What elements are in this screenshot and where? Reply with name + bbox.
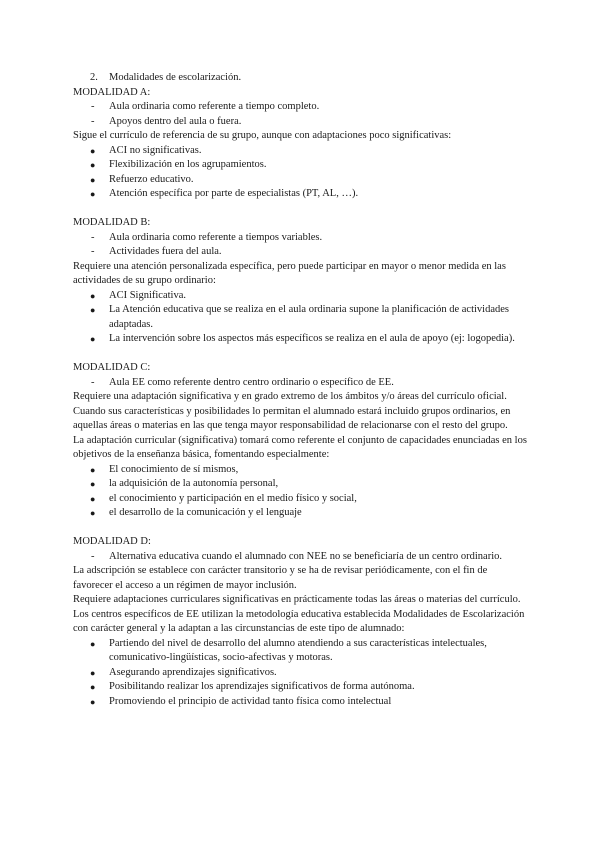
modalidad-c-paragraph-2: La adaptación curricular (significativa) tomará como referente el conjunto de capacidades enunciadas en los objetivos de la enseñanza básica, fomentando especialmente: [73, 434, 527, 460]
modalidad-a-heading: MODALIDAD A: [73, 86, 151, 98]
bullet-icon: ● [90, 667, 96, 678]
list-item-text: La Atención educativa que se realiza en el aula ordinaria supone la planificación de actividades adaptadas. [109, 304, 509, 330]
dash-marker: - [91, 376, 95, 388]
list-item-text: Apoyos dentro del aula o fuera. [109, 115, 242, 127]
modalidad-d-heading: MODALIDAD D: [73, 536, 151, 547]
dash-marker: - [91, 550, 95, 562]
list-item [73, 550, 528, 565]
bullet-icon: ● [90, 305, 96, 315]
list-item [73, 289, 528, 304]
list-item-text: Aula ordinaria como referente a tiempo completo. [109, 101, 320, 112]
bullet-icon: ● [90, 334, 96, 344]
list-item-text: el desarrollo de la comunicación y el lenguaje [109, 507, 302, 518]
dash-marker: - [91, 115, 95, 127]
list-item [73, 231, 528, 246]
list-item-text: El conocimiento de sí mismos, [109, 463, 239, 475]
bullet-icon: ● [90, 493, 96, 504]
list-item-text: ACI Significativa. [109, 289, 186, 301]
list-item [73, 173, 528, 188]
list-item [73, 666, 528, 681]
section-title-text: Modalidades de escolarización. [109, 72, 242, 83]
list-item [73, 492, 528, 507]
list-item-text: Posibilitando realizar los aprendizajes significativos de forma autónoma. [109, 681, 415, 692]
list-item [73, 477, 528, 492]
list-item-text: Partiendo del nivel de desarrollo del alumno atendiendo a sus características intelectuales, comunicativo-lingüísticas, socio-afectivas y motoras. [109, 637, 487, 663]
dash-marker: - [91, 231, 95, 243]
bullet-icon: ● [90, 479, 96, 489]
bullet-icon: ● [90, 682, 96, 692]
list-item [73, 680, 528, 695]
list-item-text: Actividades fuera del aula. [109, 246, 222, 257]
list-item [73, 332, 528, 347]
list-item-text: Refuerzo educativo. [109, 173, 194, 185]
spacer [73, 521, 528, 536]
list-item-text: Alternativa educativa cuando el alumnado con NEE no se beneficiaría de un centro ordinario. [109, 550, 503, 562]
list-item-text: Atención específica por parte de especialistas (PT, AL, …). [109, 188, 359, 199]
section-title [73, 71, 528, 86]
list-item-text: La intervención sobre los aspectos más específicos se realiza en el aula de apoyo (ej: logopedia). [109, 333, 515, 344]
section-number: 2. [90, 72, 98, 83]
modalidad-d-paragraph-1: La adscripción se establece con carácter transitorio y se ha de revisar periódicamente, con el fin de favorecer el acceso a un régimen de mayor inclusión. [73, 565, 488, 591]
bullet-icon: ● [90, 290, 96, 301]
bullet-icon: ● [90, 696, 96, 707]
list-item-text: ACI no significativas. [109, 144, 202, 156]
modalidad-d-paragraph-2: Requiere adaptaciones curriculares significativas en prácticamente todas las áreas o materias del currículo. [73, 594, 521, 605]
bullet-icon: ● [90, 174, 96, 185]
spacer [73, 202, 528, 217]
bullet-icon: ● [90, 160, 96, 170]
list-item [73, 506, 528, 521]
list-item-text: Flexibilización en los agrupamientos. [109, 159, 267, 170]
list-item [73, 463, 528, 478]
dash-marker: - [91, 101, 95, 112]
list-item [73, 303, 528, 332]
dash-marker: - [91, 246, 95, 257]
bullet-icon: ● [90, 189, 96, 199]
list-item [73, 100, 528, 115]
modalidad-c-paragraph-1: Requiere una adaptación significativa y en grado extremo de los ámbitos y/o áreas del currículo oficial. Cuando sus características y posibilidades lo permitan el alumnado estará incluido grupos ordinarios, en aquellas áreas o materias en las que tenga mayor responsabilidad de relacionarse con el resto del grupo. [73, 391, 511, 431]
list-item [73, 376, 528, 391]
list-item [73, 695, 528, 710]
spacer [73, 347, 528, 362]
list-item-text: Aula ordinaria como referente a tiempos variables. [109, 231, 323, 243]
modalidad-b-intro: Requiere una atención personalizada específica, pero puede participar en mayor o menor medida en las actividades de su grupo ordinario: [73, 260, 506, 286]
document-content [73, 71, 528, 709]
list-item [73, 158, 528, 173]
list-item-text: el conocimiento y participación en el medio físico y social, [109, 492, 357, 504]
modalidad-d-paragraph-3: Los centros específicos de EE utilizan la metodología educativa establecida Modalidades de Escolarización con carácter general y la adaptan a las circunstancias de este tipo de alumnado: [73, 608, 525, 634]
list-item [73, 187, 528, 202]
list-item-text: la adquisición de la autonomía personal, [109, 478, 279, 489]
list-item-text: Aula EE como referente dentro centro ordinario o específico de EE. [109, 376, 394, 388]
list-item [73, 637, 528, 666]
bullet-icon: ● [90, 464, 96, 475]
bullet-icon: ● [90, 508, 96, 518]
list-item-text: Asegurando aprendizajes significativos. [109, 666, 277, 678]
bullet-icon: ● [90, 145, 96, 156]
modalidad-a-intro: Sigue el currículo de referencia de su grupo, aunque con adaptaciones poco significativas: [73, 130, 452, 141]
list-item [73, 115, 528, 130]
bullet-icon: ● [90, 638, 96, 649]
list-item [73, 245, 528, 260]
list-item [73, 144, 528, 159]
list-item-text: Promoviendo el principio de actividad tanto física como intelectual [109, 695, 392, 707]
modalidad-b-heading: MODALIDAD B: [73, 217, 151, 228]
modalidad-c-heading: MODALIDAD C: [73, 362, 151, 373]
